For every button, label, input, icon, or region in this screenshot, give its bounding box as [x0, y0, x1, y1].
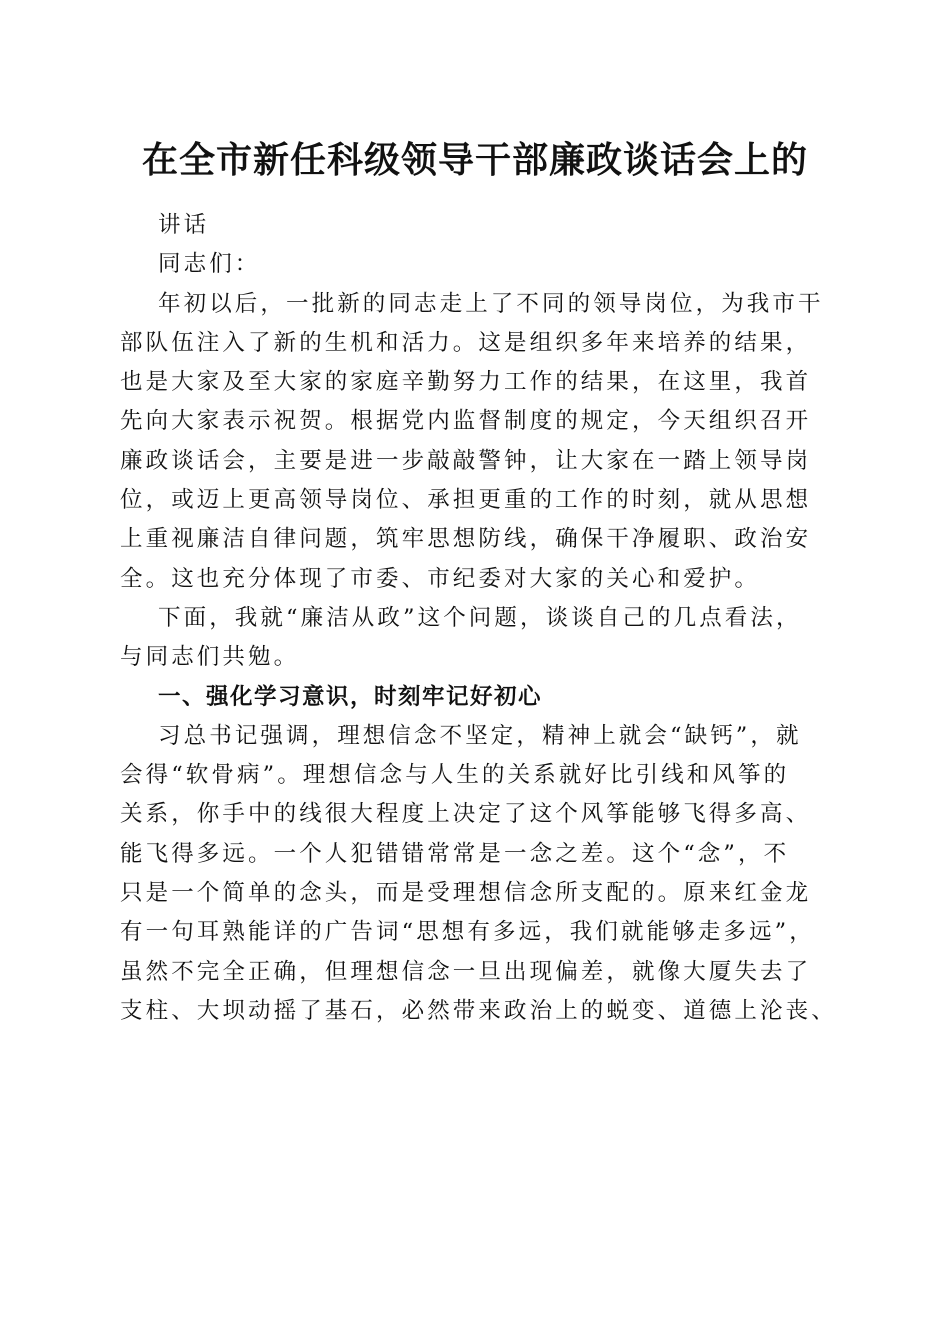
- body-line: 下面，我就“廉洁从政”这个问题，谈谈自己的几点看法，: [158, 604, 802, 631]
- body-line: 全。这也充分体现了市委、市纪委对大家的关心和爱护。: [120, 565, 761, 592]
- body-line: 有一句耳熟能详的广告词“思想有多远，我们就能够走多远”，: [120, 919, 815, 946]
- body-line: 只是一个简单的念头，而是受理想信念所支配的。原来红金龙: [120, 880, 812, 907]
- salutation: 同志们：: [158, 251, 261, 278]
- title-continuation: 讲话: [158, 212, 210, 238]
- document-title: 在全市新任科级领导干部廉政谈话会上的: [141, 139, 808, 181]
- body-line: 能飞得多远。一个人犯错错常常是一念之差。这个“念”，不: [120, 840, 790, 867]
- body-line: 关系，你手中的线很大程度上决定了这个风筝能够飞得多高、: [120, 801, 812, 828]
- body-line: 年初以后，一批新的同志走上了不同的领导岗位，为我市干: [158, 290, 824, 317]
- body-line: 位，或迈上更高领导岗位、承担更重的工作的时刻，就从思想: [120, 487, 812, 514]
- body-line: 与同志们共勉。: [120, 644, 300, 671]
- section-heading: 一、强化学习意识，时刻牢记好初心: [158, 683, 543, 710]
- body-line: 也是大家及至大家的家庭辛勤努力工作的结果，在这里，我首: [120, 369, 812, 396]
- body-line: 先向大家表示祝贺。根据党内监督制度的规定，今天组织召开: [120, 408, 812, 435]
- document-body: [120, 206, 837, 1031]
- body-line: 廉政谈话会，主要是进一步敲敲警钟，让大家在一踏上领导岗: [120, 447, 812, 474]
- body-line: 支柱、大坝动摇了基石，必然带来政治上的蜕变、道德上沦丧、: [120, 997, 837, 1024]
- body-line: 虽然不完全正确，但理想信念一旦出现偏差，就像大厦失去了: [120, 958, 812, 985]
- body-line: 上重视廉洁自律问题，筑牢思想防线，确保干净履职、政治安: [120, 526, 812, 553]
- body-line: 部队伍注入了新的生机和活力。这是组织多年来培养的结果，: [120, 329, 812, 356]
- body-line: 会得“软骨病”。理想信念与人生的关系就好比引线和风筝的: [120, 762, 790, 789]
- body-line: 习总书记强调，理想信念不坚定，精神上就会“缺钙”，就: [158, 722, 802, 749]
